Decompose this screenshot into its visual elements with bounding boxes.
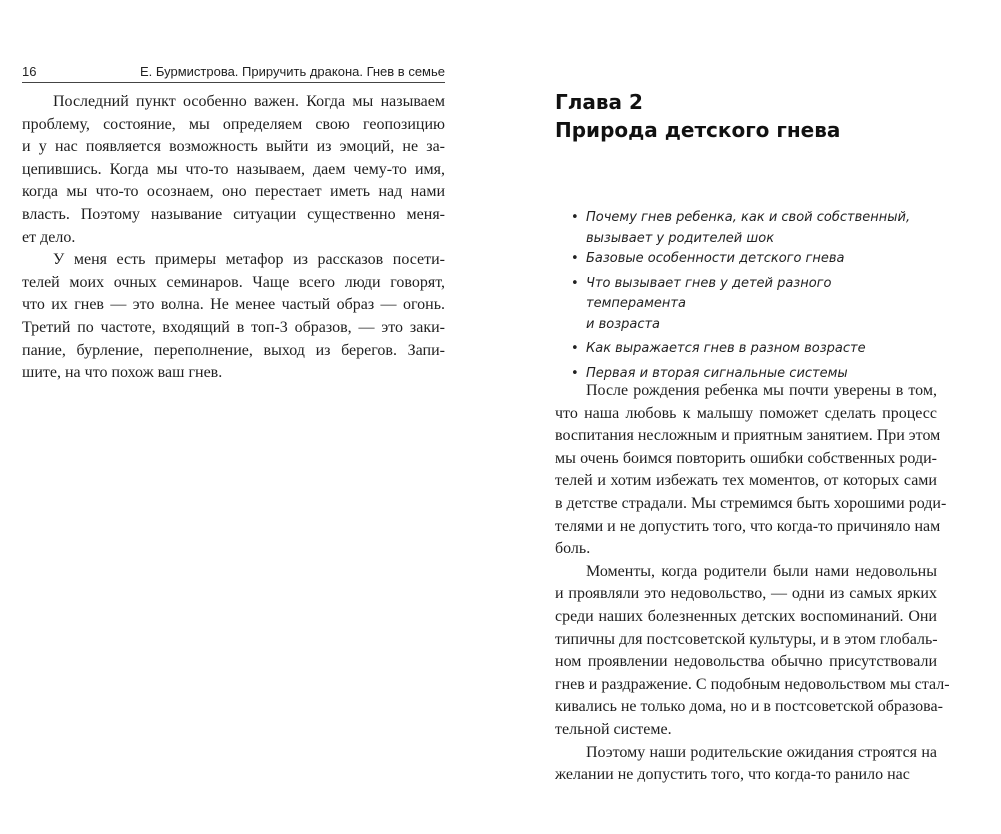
bullet-icon: • <box>571 365 579 381</box>
chapter-heading <box>555 88 840 144</box>
chapter-label: Глава 2 <box>555 90 643 114</box>
text-line: желании не допустить того, что когда-то ранило нас <box>555 766 910 784</box>
left-page <box>0 0 500 834</box>
bullet-icon: • <box>571 275 579 291</box>
text-line: что их гнев — это волна. Не менее частый образ — огонь. <box>22 296 445 314</box>
text-line: шите, на что похож ваш гнев. <box>22 364 223 382</box>
topic-item <box>571 208 931 249</box>
bullet-icon: • <box>571 341 579 356</box>
text-line: боль. <box>555 540 591 558</box>
text-line: среди наших болезненных детских воспоминаний. Они <box>555 607 937 625</box>
text-line: ет дело. <box>22 228 76 246</box>
right-page <box>500 0 1001 834</box>
text-line: После рождения ребенка мы почти уверены в том, <box>586 382 937 399</box>
running-head <box>22 62 445 83</box>
topic-line: Почему гнев ребенка, как и свой собственный, <box>586 210 911 225</box>
text-line: телями и не допустить того, что когда-то причиняло нам <box>555 517 941 535</box>
text-line: Третий по частоте, входящий в топ-3 образов, — это заки- <box>22 318 445 336</box>
topic-item <box>571 249 931 270</box>
chapter-title: Природа детского гнева <box>555 118 841 142</box>
text-line: телей моих очных семинаров. Чаще всего люди говорят, <box>22 273 445 291</box>
text-line: Поэтому наши родительские ожидания строятся на <box>586 743 937 761</box>
text-line: воспитания несложным и приятным занятием. При этом <box>555 427 941 445</box>
text-line: и у нас появляется возможность выйти из эмоций, не за- <box>22 138 445 156</box>
text-line: в детстве страдали. Мы стремимся быть хорошими роди- <box>555 494 947 512</box>
chapter-topics-list <box>571 208 931 384</box>
text-line: когда мы что-то осознаем, оно перестает иметь над нами <box>22 183 445 201</box>
text-line: власть. Поэтому называние ситуации существенно меня- <box>22 205 445 223</box>
text-line: Моменты, когда родители были нами недовольны <box>586 562 937 580</box>
text-line: проблему, состояние, мы определяем свою геопозицию <box>22 115 445 133</box>
right-body-text <box>555 380 950 787</box>
text-line: тельной системе. <box>555 720 672 738</box>
paragraph <box>555 380 947 561</box>
text-line: ном проявлении недовольства обычно присутствовали <box>555 653 937 671</box>
text-line: мы очень боимся повторить ошибки собственных роди- <box>555 449 937 467</box>
topic-line: Как выражается гнев в разном возрасте <box>586 341 866 356</box>
text-line: кивались не только дома, но и в постсоветской образова- <box>555 698 943 716</box>
topic-line: Первая и вторая сигнальные системы <box>586 365 848 381</box>
text-line: Последний пункт особенно важен. Когда мы называем <box>53 93 445 110</box>
topic-line: и возраста <box>586 316 661 332</box>
text-line: У меня есть примеры метафор из рассказов посети- <box>53 251 445 269</box>
text-line: и проявляли это недовольство, — одни из самых ярких <box>555 585 937 603</box>
bullet-icon: • <box>571 210 579 225</box>
paragraph <box>555 561 950 742</box>
text-line: цепившись. Когда мы что-то называем, даем чему-то имя, <box>22 160 445 178</box>
paragraph <box>555 742 937 787</box>
text-line: что наша любовь к малышу поможет сделать процесс <box>555 404 937 422</box>
paragraph <box>22 249 445 385</box>
text-line: пание, бурление, переполнение, выход из берегов. Запи- <box>22 341 445 359</box>
left-body-text <box>22 91 445 385</box>
paragraph <box>22 91 445 249</box>
book-title: Е. Бурмистрова. Приручить дракона. Гнев в семье <box>139 64 445 79</box>
bullet-icon: • <box>571 251 579 266</box>
topic-line: вызывает у родителей шок <box>586 230 775 246</box>
topic-line: Базовые особенности детского гнева <box>586 251 845 266</box>
text-line: телей и хотим избежать тех моментов, от которых сами <box>555 472 937 490</box>
topic-item <box>571 339 931 360</box>
text-line: гнев и раздражение. С подобным недовольством мы стал- <box>555 675 950 693</box>
page-number: 16 <box>22 64 37 79</box>
topic-line: Что вызывает гнев у детей разного темперамента <box>586 275 832 311</box>
text-line: типичны для постсоветской культуры, и в этом глобаль- <box>555 630 938 648</box>
topic-item <box>571 274 931 336</box>
